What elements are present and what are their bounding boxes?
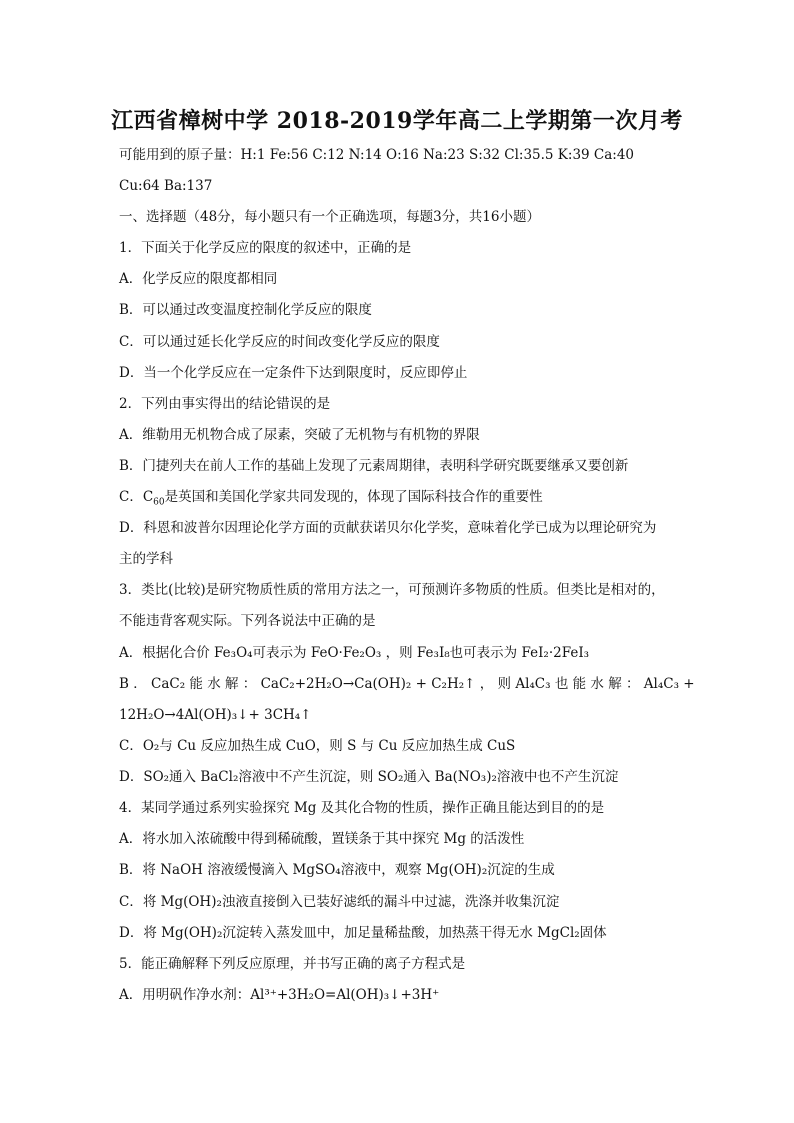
q3-option-b-line-1: B ． CaC₂ 能 水 解 ： CaC₂+2H₂O→Ca(OH)₂ + C₂H₂↑ ， 则 Al₄C₃ 也 能 水 解 ： Al₄C₃ + bbox=[119, 676, 695, 692]
q2-option-d-line-1: D．科恩和波普尔因理论化学方面的贡献获诺贝尔化学奖，意味着化学已成为以理论研究为 bbox=[119, 520, 657, 536]
q2-option-b: B．门捷列夫在前人工作的基础上发现了元素周期律，表明科学研究既要继承又要创新 bbox=[119, 458, 629, 474]
q2-option-c-subscript: 60 bbox=[153, 497, 165, 508]
q4-option-b: B．将 NaOH 溶液缓慢滴入 MgSO₄溶液中，观察 Mg(OH)₂沉淀的生成 bbox=[119, 862, 555, 878]
q1-option-b: B．可以通过改变温度控制化学反应的限度 bbox=[119, 302, 372, 318]
q3-option-a: A．根据化合价 Fe₃O₄可表示为 FeO·Fe₂O₃ ，则 Fe₃I₈也可表示为 FeI₂·2FeI₃ bbox=[119, 645, 590, 661]
q1-stem: 1．下面关于化学反应的限度的叙述中，正确的是 bbox=[119, 240, 412, 256]
page-title: 江西省樟树中学 2018-2019学年高二上学期第一次月考 bbox=[111, 108, 683, 134]
q4-option-a: A．将水加入浓硫酸中得到稀硫酸，置镁条于其中探究 Mg 的活泼性 bbox=[119, 831, 525, 847]
q3-stem-line-1: 3．类比(比较)是研究物质性质的常用方法之一，可预测许多物质的性质。但类比是相对的， bbox=[119, 582, 665, 598]
q2-option-c-text: 是英国和美国化学家共同发现的，体现了国际科技合作的重要性 bbox=[164, 489, 543, 505]
q1-option-a: A．化学反应的限度都相同 bbox=[119, 271, 278, 287]
q2-option-c bbox=[119, 488, 679, 512]
atomic-masses-line-2: Cu:64 Ba:137 bbox=[119, 178, 213, 194]
q3-option-d: D．SO₂通入 BaCl₂溶液中不产生沉淀，则 SO₂通入 Ba(NO₃)₂溶液中也不产生沉淀 bbox=[119, 769, 619, 785]
q2-option-c-prefix: C．C bbox=[119, 489, 154, 505]
q2-stem: 2．下列由事实得出的结论错误的是 bbox=[119, 396, 331, 412]
q5-option-a: A．用明矾作净水剂：Al³⁺+3H₂O=Al(OH)₃↓+3H⁺ bbox=[119, 987, 440, 1003]
q2-option-a: A．维勒用无机物合成了尿素，突破了无机物与有机物的界限 bbox=[119, 427, 480, 443]
q2-option-d-line-2: 主的学科 bbox=[119, 551, 173, 567]
q1-option-c: C．可以通过延长化学反应的时间改变化学反应的限度 bbox=[119, 334, 440, 350]
q4-option-d: D．将 Mg(OH)₂沉淀转入蒸发皿中，加足量稀盐酸，加热蒸干得无水 MgCl₂固体 bbox=[119, 925, 607, 941]
section-header: 一、选择题（48分，每小题只有一个正确选项，每题3分，共16小题） bbox=[119, 209, 540, 225]
q5-stem: 5．能正确解释下列反应原理，并书写正确的离子方程式是 bbox=[119, 956, 466, 972]
q4-stem: 4．某同学通过系列实验探究 Mg 及其化合物的性质，操作正确且能达到目的的是 bbox=[119, 800, 605, 816]
q3-option-c: C．O₂与 Cu 反应加热生成 CuO，则 S 与 Cu 反应加热生成 CuS bbox=[119, 738, 516, 754]
q4-option-c: C．将 Mg(OH)₂浊液直接倒入已装好滤纸的漏斗中过滤，洗涤并收集沉淀 bbox=[119, 894, 560, 910]
q3-option-b-line-2: 12H₂O→4Al(OH)₃↓+ 3CH₄↑ bbox=[119, 707, 312, 723]
q3-stem-line-2: 不能违背客观实际。下列各说法中正确的是 bbox=[119, 613, 376, 629]
atomic-masses-line-1: 可能用到的原子量：H:1 Fe:56 C:12 N:14 O:16 Na:23 S:32 Cl:35.5 K:39 Ca:40 bbox=[119, 147, 635, 163]
q1-option-d: D．当一个化学反应在一定条件下达到限度时，反应即停止 bbox=[119, 365, 468, 381]
